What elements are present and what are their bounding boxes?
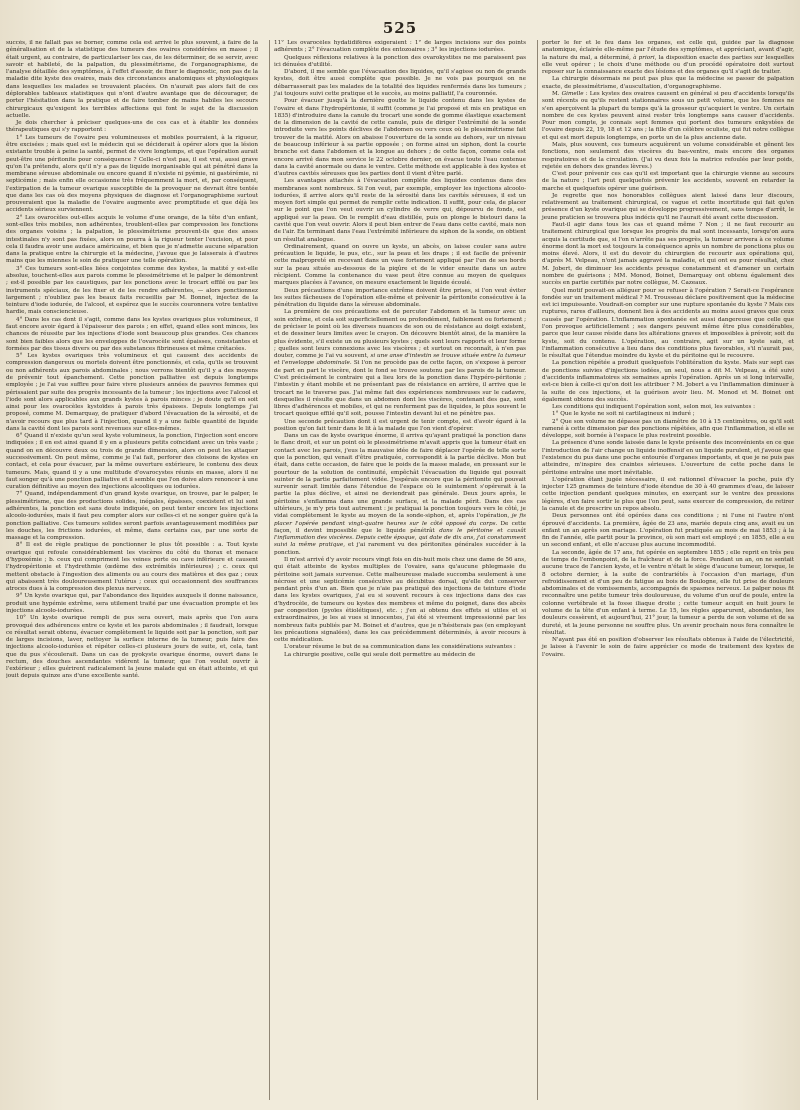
paragraph: Je dois chercher à préciser quelques-uns de ces cas et à établir les données thérapeutiques qui s'y rapportent : xyxy=(6,120,258,134)
text-columns xyxy=(6,40,794,1100)
paragraph: M. Gimelle : Les kystes des ovaires causent en général si peu d'accidents lorsqu'ils sont récents ou qu'ils restent stationnaires sous un petit volume, que les femmes ne s'en aperçoivent la plupart du temps qu'à la grosseur qu'acquiert le ventre. Un certain nombre de ces kystes peuvent ainsi rester très longtemps sans causer d'accidents. Pour mon compte, je connais sept femmes qui portent des tumeurs enkystées de l'ovaire depuis 22, 19, 18 et 12 ans ; la fille d'un célèbre oculiste, qui fut notre collègue et qui est mort depuis longtemps, en porte un de la plus ancienne date. xyxy=(542,90,794,141)
column-left xyxy=(6,40,258,1100)
paragraph: L'opération étant jugée nécessaire, il est rationnel d'évacuer la poche, puis d'y injecter 125 grammes de teinture d'iode étendue de 30 à 40 grammes d'eau, de laisser cette injection pendant quelques minutes, en exerçant sur le ventre des pressions légères, d'en faire sortir le plus que l'on peut, sans exercer de compression, de retirer la canule et de prescrire un repos absolu. xyxy=(542,476,794,512)
paragraph: 5° Les kystes ovariques très volumineux et qui causent des accidents de compression dangereux ou mortels doivent être ponctionnés, et cela, qu'ils se trouvent ou non adhérents aux parois abdominales ; nous verrons bientôt qu'il y a des moyens de prévenir tout épanchement. Cette ponction palliative est depuis longtemps employée ; je l'ai vue suffire pour faire vivre plusieurs années de pauvres femmes qui périssaient par suite des progrès incessants de la tumeur ; les injections avec l'alcool et l'iode sont alors applicables aux grands kystes à parois minces ; je doute qu'il en soit ainsi pour les ovarocèles kystoïdes à parois très épaisses. Depuis longtemps j'ai proposé, comme M. Demarquay, de pratiquer d'abord l'évacuation de la sérosité, et de n'avoir recours que plus tard à l'injection, quand il y a une faible quantité de liquide dans la cavité dont les parois sont revenues sur elles-mêmes. xyxy=(6,353,258,432)
paragraph: Je regrette que nos honorables collègues aient laissé dans leur discours, relativement au traitement chirurgical, ce vague et cette incertitude qui fait qu'en présence d'un kyste ovarique qui se développe progressivement, sans temps d'arrêt, le jeune praticien se trouvera plus indécis qu'il ne l'aurait été avant cette discussion. xyxy=(542,192,794,221)
paragraph: 1° Les tumeurs de l'ovaire peu volumineuses et mobiles pourraient, à la rigueur, être excisées ; mais quel est le médecin qui se déciderait à opérer alors que la lésion existante trouble à peine la santé, permet de vivre longtemps, et que l'opération aurait peut-être une péritonite pour conséquence ? Celle-ci n'est pas, il est vrai, aussi grave qu'on l'a prétendu, alors qu'il n'y a pas de liquide inorganisable qui ait pénétré dans la membrane séreuse abdominale ou encore quand il n'existe ni pyémie, ni gastérémie, ni septicémie ; mais enfin elle occasionne très fréquemment la mort, et, par conséquent, l'extirpation de la tumeur ovarique susceptible de la provoquer ne devrait être tentée que dans les cas où des moyens physiques de diagnose et l'organographisme surtout prouveraient que la maladie de l'ovaire augmente avec promptitude et que déjà les accidents sérieux surviennent. xyxy=(6,134,258,214)
paragraph: Faut-il agir dans tous les cas et quand même ? Non ; il ne faut recourir au traitement chirurgical que lorsque les progrès du mal sont incessants, lorsqu'on aura acquis la certitude que, si l'on n'arrête pas ses progrès, la tumeur arrivera à ce volume énorme dont la mort est toujours la conséquence après un nombre de ponctions plus ou moins élevé. Alors, il est du devoir du chirurgien de recourir aux opérations qui, d'après M. Velpeau, n'ont jamais aggravé la maladie, et qui ont eu pour résultat, chez M. Jobert, de diminuer les accidents presque constamment et d'amener un certain nombre de guérisons ; MM. Monod, Boinet, Demarquay ont obtenu également des succès en partie certifiés par notre collègue, M. Cazeaux. xyxy=(542,222,794,287)
paragraph: La première de ces précautions est de percuter l'abdomen et la tumeur avec un soin extrême, et cela soit superficiellement ou profondément, faiblement ou fortement ; de préciser le point où les diverses nuances de son ou de résistance au doigt existent, et de dessiner leurs limites avec le crayon. On découvre bientôt ainsi, de la manière la plus évidente, s'il existe un ou plusieurs kystes ; quels sont leurs rapports et leur forme ; quelles sont leurs connexions avec les viscères ; et surtout on reconnaît, à n'en pas douter, comme je l'ai vu souvent, si une anse d'intestin se trouve située entre la tumeur et l'enveloppe abdominale. Si l'on ne procède pas de cette façon, on s'expose à percer de part en part le viscère, dont le fond se trouve soutenu par les parois de la tumeur. C'est précisément le contraire qui a lieu lors de la ponction dans l'hypéro-péritonie ; l'intestin y étant mobile et ne présentant pas de résistance en arrière, il arrive que le trocart ne le traverse pas. J'ai même fait des expériences nombreuses sur le cadavre, desquelles il résulte que dans un abdomen dont les viscères, contenant des gaz, sont libres d'adhérences et mobiles, et qui ne renferment pas de liquides, le plus souvent le trocart quoique effilé qu'il soit, pousse l'intestin devant lui et ne pénètre pas. xyxy=(274,309,526,418)
paragraph: La chirurgie positive, celle qui seule doit permettre au médecin de xyxy=(284,651,476,658)
paragraph: Une seconde précaution dont il est urgent de tenir compte, est d'avoir égard à la position qu'on fait tenir dans le lit à la malade que l'on vient d'opérer. xyxy=(274,418,526,432)
paragraph: 3° Ces tumeurs sont-elles liées conjointes comme des kystes, la matité y est-elle absolue, touchent-elles aux parois comme le plessimétrisme et le palper le démontrent ; est-il possible par les caustiques, par les ponctions avec le trocart effilé ou par les instruments spéciaux, de les fixer et de les rendre adhérentes, — alors ponctionnez largement ; n'oubliez pas les beaux faits recueillis par M. Bonnet, injectez de la teinture d'iode iodurée, de l'alcool, et espérez que le succès couronnera votre tentative hardie, mais consciencieuse. xyxy=(6,265,258,316)
paragraph: Mais, plus souvent, ces tumeurs acquièrent un volume considérable et gênent les fonctions, non seulement des viscères du bas-ventre, mais encore des organes respiratoires et de la circulation. (J'ai vu deux fois la matrice refoulée par leur poids, rejetée en dehors des grandes lèvres.) xyxy=(542,141,794,170)
paragraph: Deux précautions d'une importance extrême doivent être prises, si l'on veut éviter les suites fâcheuses de l'opération elle-même et prévenir la péritonite consécutive à la pénétration du liquide dans la séreuse abdominale. xyxy=(274,287,526,309)
paragraph: Quel motif pouvait-on alléguer pour se refuser à l'opération ? Serait-ce l'espérance fondée sur un traitement médical ? M. Trousseau déclare positivement que la médecine est ici impuissante. Voudrait-on compter sur une rupture spontanée du kyste ? Mais ces ruptures, rares d'ailleurs, donnent lieu à des accidents au moins aussi graves que ceux causés par l'opération. L'inflammation spontanée est aussi dangereuse que celle que l'on provoque artificiellement ; ses dangers peuvent même être plus considérables, parce que leur cause réside dans les altérations graves et impossibles à prévoir, soit du kyste, soit du contenu. L'opération, au contraire, agit sur un kyste sain, et l'inflammation consécutive a lieu dans des conditions plus favorables, s'il n'aurait pas, le résultat que l'étendue moindre du kyste et du péritoine qui le recouvre. xyxy=(542,287,794,360)
paragraph: La ponction répétée a produit quelquefois l'oblitération du kyste. Mais sur sept cas de ponctions suivies d'injections iodées, un seul, nous a dit M. Velpeau, a été suivi d'accidents inflammatoires six semaines après l'opération. Après un si long intervalle, est-ce bien à celle-ci qu'on doit les attribuer ? M. Jobert a vu l'inflammation diminuer à la suite de ces injections, et la guérison avoir lieu. M. Monod et M. Boinet ont également obtenu des succès. xyxy=(542,360,794,403)
paragraph: C'est pour prévenir ces cas qu'il est important que la chirurgie vienne au secours de la nature ; l'art peut quelquefois prévenir les accidents, souvent en retarder la marche et quelquefois opérer une guérison. xyxy=(542,171,794,192)
paragraph: 2° Que son volume ne dépasse pas un diamètre de 10 à 15 centimètres, ou qu'il soit ramené à cette dimension par des ponctions répétées, afin que l'inflammation, si elle se développe, soit bornée à l'espace le plus restreint possible. xyxy=(542,418,794,440)
paragraph: Les conditions qui indiquent l'opération sont, selon moi, les suivantes : xyxy=(552,404,756,411)
paragraph: Quelques réflexions relatives à la ponction des ovarokystites ne me paraissent pas ici dénuées d'utilité. xyxy=(274,54,526,68)
paragraph: 8° Il est de règle pratique de ponctionner le plus tôt possible : a. Tout kyste ovarique qui refoule considérablement les viscères du côté du thorax et menace d'hypoxémie ; b. ceux qui compriment les veines porte ou cave inférieure et causent l'hydropéritonie et l'hydrethmie (œdème des extrémités inférieures) ; c. ceux qui mettent obstacle à l'ingestion des aliments ou au cours des matières et des gaz ; ceux qui abaissent très douloureusement l'utérus ; ceux qui occasionnent des souffrances atroces dues à la compression des plexus nerveux. xyxy=(6,542,258,593)
paragraph: succès, il ne fallait pas se borner, comme cela est arrivé le plus souvent, à faire de la généralisation et de la statistique des tumeurs des ovaires considérées en masse ; il était urgent, au contraire, de particulariser les cas, de les déterminer, de se servir, avec savoir et habileté, de la palpation, du plessimétrisme, de l'organographisme, de l'analyse détaillée des symptômes, à l'effet d'assoir, de fixer le diagnostic, non pas de la maladie dite kyste des ovaires, mais des circonstances anatomiques et physiologiques dans lesquelles les malades se trouvaient placées. On n'aurait pas alors fait de ces déplorables tableaux statistiques qui n'ont d'autre avantage que de décourager, de porter l'hésitation dans la pratique et de faire tomber de mains habiles les secours chirurgicaux qu'exigent les terribles affections qui font le sujet de la discussion actuelle. xyxy=(6,40,258,119)
paragraph: L'orateur résume le but de sa communication dans les considérations suivantes : xyxy=(284,644,516,651)
paragraph: 4° Dans les cas dont il s'agit, comme dans les kystes ovariques plus volumineux, il faut encore avoir égard à l'épaisseur des parois ; en effet, quand elles sont minces, les chances de réussite par les injections d'iode sont beaucoup plus grandes. Ces chances sont bien faibles alors que les enveloppes de l'ovarocèle sont épaisses, consistantes et formées par des tissus divers ou par des substances fibrineuses et même crétacées. xyxy=(6,316,258,352)
page-number: 525 xyxy=(382,19,418,37)
paragraph: 10° Un kyste ovarique rempli de pus sera ouvert, mais après que l'on aura provoqué des adhérences entre ce kyste et les parois abdominales ; il faudrait, lorsque ce résultat serait obtenu, évacuer complètement le liquide soit par la ponction, soit par de larges incisions, laver, nettoyer la surface interne de la tumeur, puis faire des injections alcoolo-iodurées et répéter celles-ci plusieurs jours de suite, et, cela, tant que du pus s'écoulerait. Dans un cas de pyokyste ovarique énorme, ouvert dans le rectum, des douches ascendantes vidèrent la tumeur, que l'on voulut ouvrir à l'extérieur ; elles guérirent radicalement la jeune malade qui en était atteinte, et qui jouit depuis quinze ans d'une excellente santé. xyxy=(6,615,258,680)
paragraph: 2° Les ovarocèles out-elles acquis le volume d'une orange, de la tête d'un enfant, sont-elles très mobiles, non adhérentes, troublent-elles par compression les fonctions des organes voisins ; la palpation, le plessimétrisme prouvent-ils que des anses intestinales n'y sont pas fixées, alors on pourra à la rigueur tenter l'excision, et pour cela il faudra avoir une audace américaine, et bien que je n'admette aucune séparation dans la pratique entre la chirurgie et la médecine, j'avoue que je laisserais à d'autres mains que les miennes le soin de pratiquer une telle opération. xyxy=(6,214,258,265)
paragraph: D'abord, il me semble que l'évacuation des liquides, qu'il s'agisse ou non de grands kystes, doit être aussi complète que possible. Je ne vois pas pourquoi on ne débarrasserait pas les malades de la totalité des liquides renfermés dans les tumeurs ; j'ai toujours suivi cette pratique et le succès, au moins palliatif, l'a couronnée. xyxy=(274,69,526,97)
paragraph: Pour évacuer jusqu'à la dernière goutte le liquide contenu dans les kystes de l'ovaire et dans l'hydropéritonie, il suffit (comme je l'ai proposé et mis en pratique en 1835) d'introduire dans la canule du trocart une sonde de gomme élastique exactement de la dimension de la cavité de cette canule, puis de diriger l'extrémité de la sonde introduite vers les points déclives de l'abdomen ou vers ceux où le plessimétrisme fait trouver de la matité. Alors on abaisse l'ouverture de la sonde au dehors, sur un niveau de beaucoup inférieur à sa partie opposée ; on forme ainsi un siphon, dont la courte branche est dans l'abdomen et la longue au dehors ; de cette façon, comme cela est encore arrivé dans mon service le 22 octobre dernier, on évacue toute l'eau contenue dans la cavité anormale ou dans le ventre. Cette méthode est applicable à des kystes et d'autres cavités séreuses que les parties dont il vient d'être parlé. xyxy=(274,98,526,178)
paragraph: porter le fer et le feu dans les organes, est celle qui, guidée par la diagnose anatomique, éclairée elle-même par l'étude des symptômes, et appréciant, avant d'agir, la nature du mal, a déterminé, à priori, la disposition exacte des parties sur lesquelles elle veut opérer ; le choix d'une méthode ou d'un procédé opératoire doit surtout reposer sur la connaissance exacte des lésions et des organes qu'il s'agit de traiter. xyxy=(542,40,794,76)
paragraph: La présence d'une sonde laissée dans le kyste présente des inconvénients en ce que l'introduction de l'air change un liquide inoffensif en un liquide purulent, et j'avoue que l'existence du pus dans une poche entourée d'organes importants, et que je ne puis pas atteindre, m'inspire des craintes sérieuses. L'ouverture de cette poche dans le péritoine entraîne une mort inévitable. xyxy=(542,440,794,476)
paragraph: N'ayant pas été en position d'observer les résultats obtenus à l'aide de l'électricité, je laisse à l'avenir le soin de faire apprécier ce mode de traitement des kystes de l'ovaire. xyxy=(542,637,794,658)
paragraph: Il m'est arrivé d'y avoir recours vingt fois en dix-huit mois chez une dame de 56 ans, qui était atteinte de kystes multiples de l'ovaire, sans qu'aucune phlegmasie du péritoine soit jamais survenue. Cette malheureuse malade succomba seulement à une nécrose et une septicémie consécutive au décubitus dorsal, qu'elle dut conserver pendant près d'un an. Bien que je n'aie pas pratiqué des injections de teinture d'iode dans les kystes ovariques, j'ai eu si souvent recours à ces injections dans des cas d'hydrocèle, de tumeurs ou kystes des membres et même du poignet, dans des abcès par congestion (pyoïes étiolétiques), etc. ; j'en ai obtenu des effets si utiles et si extraordinaires, je les ai vues si innocentes, j'ai été si vivement impressionné par les nombreux faits publiés par M. Boinet et d'autres, que je n'hésiterais pas (en employant les précautions signalées), dans les cas précédemment déterminés, à avoir recours à cette médication. xyxy=(274,556,526,644)
column-middle xyxy=(269,40,526,1100)
paragraph: 1° Que le kyste ne soit ni cartilagineux ni induré ; xyxy=(552,411,695,418)
paragraph: 11° Les ovarocèles hydatidifères exigeraient : 1° de larges incisions sur des points adhérents ; 2° l'évacuation complète des entozoaires ; 3° les injections iodurées. xyxy=(274,40,526,54)
paragraph: La seconde, âgée de 17 ans, fut opérée en septembre 1855 ; elle reprit en très peu de temps de l'embonpoint, de la fraîcheur et de la force. Pendant un an, on ne sentait aucune trace de l'ancien kyste, et le ventre n'était le siège d'aucune tumeur, lorsque, le 8 octobre dernier, à la suite de contrariétés à l'occasion d'un mariage, d'un refroidissement et d'un peu de fatigue au bois de Boulogne, elle fut prise de douleurs abdominales et de vomissements, accompagnés de spasmes nerveux. Le palper nous fit reconnaître une petite tumeur très douloureuse, du volume d'un œuf de poule, entre la colonne vertébrale et la fosse iliaque droite ; cette tumeur acquit en huit jours le volume de la tête d'un enfant à terme. Le 15, les règles apparurent, abondantes, les douleurs cessèrent, et aujourd'hui, 21° jour, la tumeur a perdu de son volume et de sa dureté, et la jeune personne ne souffre plus. Un avenir prochain nous fera connaître le résultat. xyxy=(542,549,794,636)
paragraph: Les avantages attachés à l'évacuation complète des liquides contenus dans des membranes sont nombreux. Si l'on veut, par exemple, employer les injections alcoolo-iodurées, il arrive alors qu'il reste de la sérosité dans les cavités séreuses, il est un moyen fort simple qui permet de remplir cette indication. Il suffit, pour cela, de placer sur le point que l'on veut ouvrir un cylindre de verre qui, dépourvu de fonds, est appliqué sur la peau. On le remplit d'eau distillée, puis on plonge le bistouri dans la cavité que l'on veut ouvrir. Alors il peut bien entrer de l'eau dans cette cavité, mais non de l'air. En terminant dans l'eau l'extrémité inférieure du siphon de la sonde, on obtient un résultat analogue. xyxy=(274,178,526,243)
paragraph: La chirurgie désormais ne peut pas plus que la médecine se passer de palpation exacte, de plessimétrisme, d'auscultation, d'organographisme. xyxy=(542,76,794,90)
paragraph: 6° Quand il n'existe qu'un seul kyste volumineux, la ponction, l'injection sont encore indiquées ; il en est ainsi quand il y en a plusieurs petits coïncidant avec un très vaste ; quand on en découvre deux ou trois de grande dimension, alors on peut les attaquer successivement. On peut même, comme je l'ai fait, perforer des cloisons de kystes en contact, et cela pour évacuer, par la même ouverture extérieure, le contenu des deux tumeurs. Mais, quand il y a une multitude d'ovarocystes réunis en masse, alors il ne faut songer qu'à une ponction palliative et il semble que l'on doive alors renoncer à une curation définitive au moyen des injections alcooliques ou iodurées. xyxy=(6,433,258,491)
paragraph: Deux personnes ont été opérées dans ces conditions ; ni l'une ni l'autre n'ont éprouvé d'accidents. La première, âgée de 23 ans, mariée depuis cinq ans, avait eu un enfant un an après son mariage. L'opération fut pratiquée au mois de mai 1853 ; à la fin de l'année, elle partit pour la province, où son mari est employé ; en 1855, elle a eu un second enfant, et elle n'accuse plus aucune incommodité. xyxy=(542,513,794,549)
column-right xyxy=(537,40,794,1100)
paragraph: Dans un cas de kyste ovarique énorme, il arriva qu'ayant pratiqué la ponction dans le flanc droit, et sur un point où le plessimétrisme m'avait appris que la tumeur était en contact avec les parois, j'eus la mauvaise idée de faire déplacer l'opérée de telle sorte que la ponction, qui venait d'être pratiquée, correspondit à la partie déclive. Mon but était, dans cette occasion, de faire que le poids de la masse malade, en pressant sur le pourtour de la solution de continuité, empêchât l'évacuation du liquide qui pouvait suinter de la partie parfaitement vidée. J'espérais encore que la péritonite qui pouvait survenir serait limitée dans l'étendue de l'espace où le suintement s'opérerait à la partie la plus déclive, et ainsi ne deviendrait pas générale. Deux jours après, le péritoine s'enflamma dans une grande surface, et la malade périt. Dans des cas ultérieurs, je m'y pris tout autrement : je pratiquai la ponction toujours vers le côté, je vidai complètement le kyste au moyen de la sonde-siphon, et, après l'opération, je fis placer l'opérée pendant vingt-quatre heures sur le côté opposé du corps. De cette façon, il devint impossible que le liquide pénétrât dans le péritoine et causât l'inflammation des viscères. Depuis cette époque, qui date de dix ans, j'ai constamment suivi la même pratique, et j'ai rarement vu des péritonites générales succéder à la ponction. xyxy=(274,433,526,556)
paragraph: 7° Quand, indépendamment d'un grand kyste ovarique, on trouve, par le palper, le plessimétrisme, que des productions solides, inégales, épaisses, coexistent et lui sont adhérentes, la ponction est sans doute indiquée, on peut tenter encore les injections alcoolo-iodurées, mais il faut peu compter alors sur celles-ci et ne songer guère qu'à la ponction palliative. Ces tumeurs solides seront parfois avantageusement modifiées par les douches, les frictions iodurées, et même, dans certains cas, par une sorte de massage et la compression. xyxy=(6,491,258,542)
paragraph: 9° Un kyste ovarique qui, par l'abondance des liquides auxquels il donne naissance, produit une hypémie extrême, sera utilement traité par une évacuation prompte et les injections alcoolo-iodurées. xyxy=(6,593,258,614)
paragraph: Ordinairement, quand on ouvre un kyste, un abcès, on laisse couler sans autre précaution le liquide, le pus, etc., sur la peau et les draps ; il est facile de prévenir cette malpropreté en recevant dans un vase fortement appliqué par l'un de ses bords sur la peau située au-dessous de la piqûre et de le vider ensuite dans un autre récipient. Comme la contenance du vase peut être connue au moyen de quelques marques placées à l'avance, on mesure exactement le liquide écoulé. xyxy=(274,243,526,287)
